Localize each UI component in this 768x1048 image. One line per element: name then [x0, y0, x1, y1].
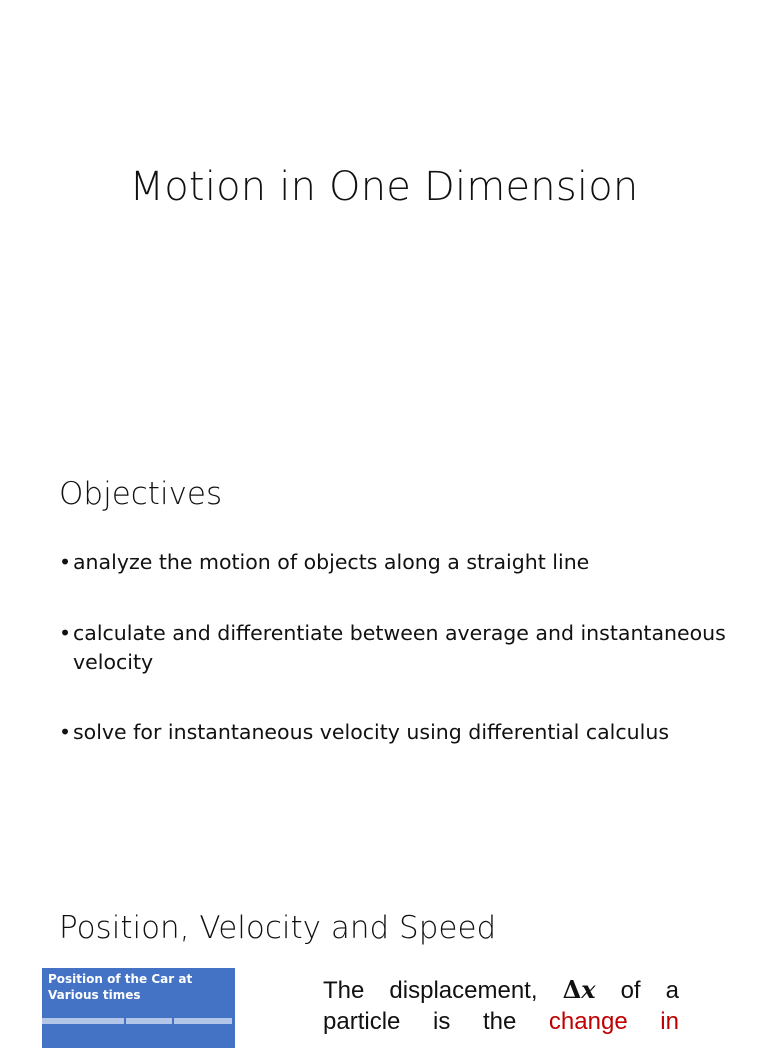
word: particle: [323, 1008, 401, 1035]
displacement-text: The displacement,: [323, 977, 538, 1004]
table-caption: Position of the Car at Various times: [48, 972, 193, 1002]
bullet-marker: •: [59, 621, 72, 645]
word: the: [482, 1008, 517, 1035]
displacement-text: of a: [620, 977, 679, 1004]
objectives-heading: Objectives: [59, 476, 223, 512]
slide-title: Motion in One Dimension: [129, 164, 639, 210]
objective-text: calculate and differentiate between average and instantaneous velocity: [73, 621, 726, 674]
objective-text: analyze the motion of objects along a straight line: [73, 550, 590, 574]
emphasis-word: change: [548, 1008, 628, 1035]
bullet-marker: •: [59, 720, 72, 744]
displacement-definition: [323, 974, 679, 1007]
table-row: [42, 1018, 235, 1026]
table-cell: [126, 1018, 172, 1024]
bullet-marker: •: [59, 550, 72, 574]
objective-bullet: [59, 619, 733, 677]
objective-bullet: [59, 718, 733, 747]
position-table: [42, 968, 235, 1048]
table-cell: [174, 1018, 232, 1024]
pvs-heading: Position, Velocity and Speed: [59, 910, 497, 946]
x-symbol: x: [581, 975, 596, 1004]
delta-symbol: Δ: [562, 975, 582, 1004]
objective-bullet: [59, 548, 733, 577]
emphasis-word: in: [660, 1008, 679, 1035]
table-cell: [42, 1018, 124, 1024]
word: is: [432, 1008, 451, 1035]
displacement-definition-line2: [323, 1006, 679, 1038]
objective-text: solve for instantaneous velocity using differential calculus: [73, 720, 670, 744]
